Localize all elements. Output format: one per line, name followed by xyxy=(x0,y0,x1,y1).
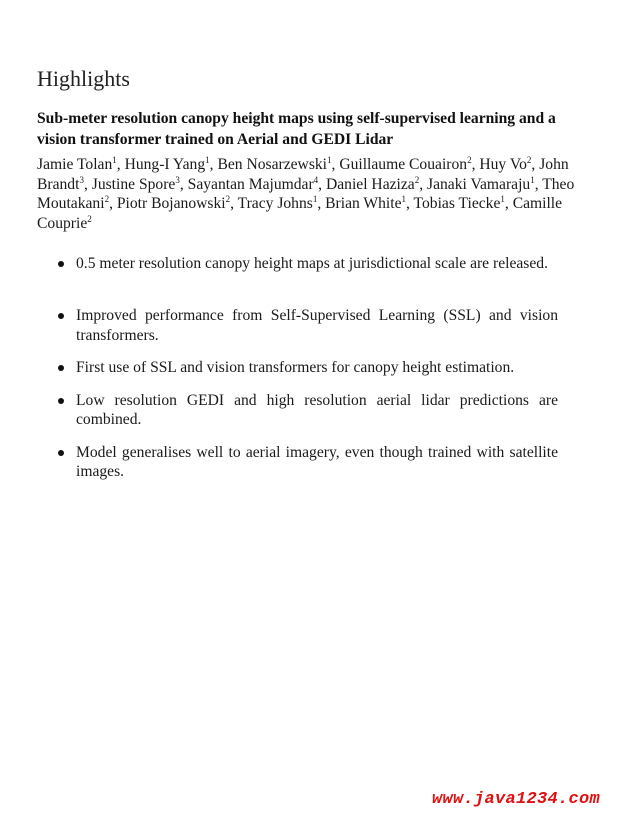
highlight-item xyxy=(58,306,558,345)
highlight-item xyxy=(58,391,558,430)
author xyxy=(37,156,117,173)
highlight-item xyxy=(58,358,558,378)
bullet-icon xyxy=(58,450,64,456)
affiliation-mark: 2 xyxy=(526,154,532,165)
author xyxy=(92,176,180,193)
bullet-icon xyxy=(58,313,64,319)
author xyxy=(414,195,505,212)
author-name: Guillaume Couairon xyxy=(339,156,468,173)
author-name: John Brandt xyxy=(37,156,569,193)
bullet-icon xyxy=(58,261,64,267)
affiliation-mark: 2 xyxy=(467,154,472,165)
highlight-text: First use of SSL and vision transformers for canopy height estimation. xyxy=(76,359,515,376)
affiliation-mark: 4 xyxy=(313,174,319,185)
author xyxy=(125,156,210,173)
section-title: Highlights xyxy=(37,66,130,91)
author-name: Hung-I Yang xyxy=(124,156,206,173)
bullet-icon xyxy=(58,398,64,404)
affiliation-mark: 2 xyxy=(225,194,231,204)
affiliation-mark: 3 xyxy=(175,174,180,185)
paper-title: Sub-meter resolution canopy height maps using self-supervised learning and a vision transformer trained on Aerial and GEDI Lidar xyxy=(37,110,556,148)
watermark-link[interactable]: www.java1234.com xyxy=(432,790,601,809)
author xyxy=(188,176,319,193)
author-name: Piotr Bojanowski xyxy=(116,195,226,213)
affiliation-mark: 1 xyxy=(327,154,332,165)
affiliation-mark: 2 xyxy=(87,213,92,224)
author-name: Tracy Johns xyxy=(237,195,313,213)
author xyxy=(427,176,535,193)
affiliation-mark: 2 xyxy=(104,194,110,204)
affiliation-mark: 2 xyxy=(414,174,420,185)
highlight-text: Low resolution GEDI and high resolution aerial lidar predictions are combined. xyxy=(76,391,558,428)
highlight-text: 0.5 meter resolution canopy height maps at jurisdictional scale are released. xyxy=(76,255,548,272)
author xyxy=(325,195,406,212)
affiliation-mark: 1 xyxy=(530,174,535,185)
affiliation-mark: 1 xyxy=(500,194,505,204)
affiliation-mark: 1 xyxy=(312,194,318,204)
author-name: Brian White xyxy=(325,195,402,213)
author-name: Daniel Haziza xyxy=(325,175,415,193)
highlights-list xyxy=(58,254,558,495)
author xyxy=(217,156,331,173)
author xyxy=(117,195,230,212)
author-list: Jamie Tolan$^1$, Hung-I Yang$^1$, Ben Nosarzewski$^1$, Guillaume Couairon$^2$, Huy Vo$^2$, John Brandt$^3$, Justine Spore$^3$, Sayantan Majumdar$^4$, Daniel Haziza$^2$, Janaki Vamaraju$^1$, Theo Moutakani$^2$, Piotr Bojanowski$^2$, Tracy Johns$^1$, Brian White$^1$, Tobias Tiecke$^1$, Camille Couprie$^2$ xyxy=(37,154,575,232)
affiliation-mark: 1 xyxy=(205,154,210,165)
author-name: Theo Moutakani xyxy=(37,175,575,213)
author-name: Janaki Vamaraju xyxy=(427,175,531,193)
author xyxy=(479,156,531,173)
highlight-item xyxy=(58,443,558,482)
author xyxy=(326,176,419,193)
author-name: Tobias Tiecke xyxy=(413,195,501,213)
affiliation-mark: 1 xyxy=(112,154,117,165)
highlight-item xyxy=(58,254,558,293)
author-name: Jamie Tolan xyxy=(37,156,113,173)
author-name: Camille Couprie xyxy=(37,195,563,232)
highlight-text: Improved performance from Self-Supervised Learning (SSL) and vision transformers. xyxy=(76,307,558,344)
author-name: Sayantan Majumdar xyxy=(187,175,314,193)
author-name: Ben Nosarzewski xyxy=(217,156,328,173)
affiliation-mark: 3 xyxy=(79,174,84,185)
bullet-icon xyxy=(58,365,64,371)
highlight-text: Model generalises well to aerial imagery, even though trained with satellite images. xyxy=(76,443,558,480)
author xyxy=(238,195,318,212)
author-name: Justine Spore xyxy=(91,175,176,193)
author xyxy=(339,156,471,173)
affiliation-mark: 1 xyxy=(401,194,407,204)
author-name: Huy Vo xyxy=(479,156,527,173)
